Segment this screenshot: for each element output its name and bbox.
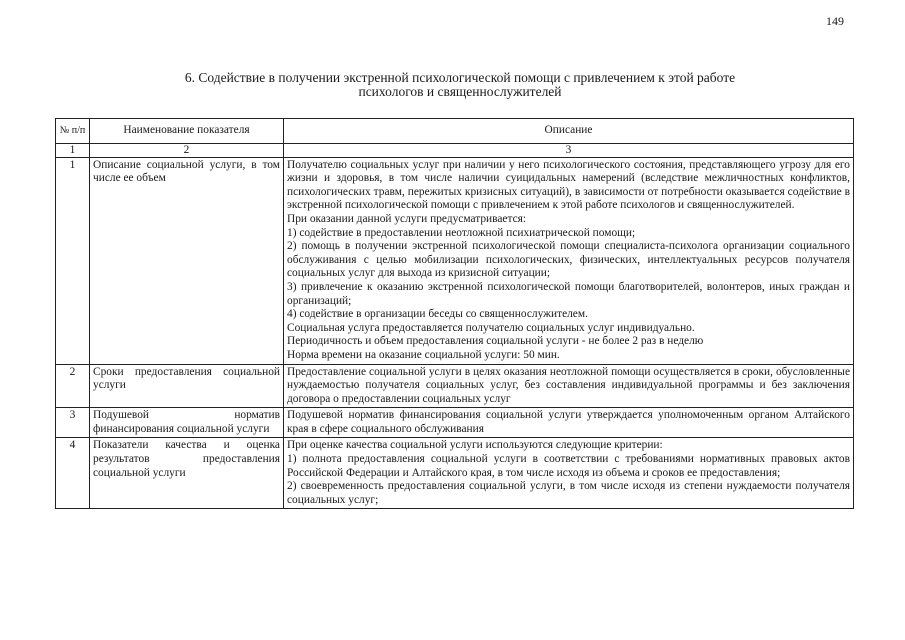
service-table [55,118,854,509]
row-number: 2 [56,364,90,408]
document-title-line-2: психологов и священнослужителей [358,84,562,99]
row-indicator-name: Сроки предоставления социальной услуги [90,364,284,408]
description-line: При оценке качества социальной услуги используются следующие критерии: [287,439,663,452]
row-description [284,157,854,364]
header-num: № п/п [56,119,90,144]
description-line: Предоставление социальной услуги в целях оказания неотложной помощи осуществляется в сроки, обусловленные нуждаемостью получателя социальных услуг, без составления индивидуальной программы и без заключения договора о предоставлении социальных услуг [287,365,850,405]
row-number: 4 [56,438,90,509]
document-title [100,71,820,99]
row-description [284,438,854,509]
description-line: Получателю социальных услуг при наличии у него психологического состояния, представляющего угрозу для его жизни и здоровья, в том числе наличии суицидальных намерений (вследствие межличностных конфликтов, психологических травм, пережитых кризисных ситуаций), в зависимости от потребности оказывается содействие в экстренной психологической помощи с привлечением к этой работе психологов и священнослужителей. [287,158,850,212]
description-line: Периодичность и объем предоставления социальной услуги - не более 2 раз в неделю [287,335,704,348]
row-description [284,364,854,408]
page-number: 149 [826,14,844,28]
description-line: 2) помощь в получении экстренной психологической помощи специалиста-психолога организации социального обслуживания с целью мобилизации психологических, физических, интеллектуальных ресурсов получателя социальных услуг для выхода из кризисной ситуации; [287,240,850,280]
row-number: 1 [56,157,90,364]
table-row [56,364,854,408]
description-line: 2) своевременность предоставления социальной услуги, в том числе исходя из степени нуждаемости получателя социальных услуг; [287,480,850,506]
column-number-row [56,143,854,157]
description-line: При оказании данной услуги предусматривается: [287,212,527,225]
description-line: Норма времени на оказание социальной услуги: 50 мин. [287,348,560,361]
description-line: Социальная услуга предоставляется получателю социальных услуг индивидуально. [287,321,695,334]
description-line: 4) содействие в организации беседы со священнослужителем. [287,308,588,321]
row-description [284,408,854,438]
description-line: Подушевой норматив финансирования социальной услуги утверждается уполномоченным органом Алтайского края в сфере социального обслуживания [287,409,850,435]
column-number-3: 3 [284,143,854,157]
description-line: 1) полнота предоставления социальной услуги в соответствии с требованиями нормативных правовых актов Российской Федерации и Алтайского края, в том числе исходя из объема и сроков ее предоставления; [287,453,850,479]
header-description: Описание [284,119,854,144]
table-row [56,408,854,438]
document-title-line-1: 6. Содействие в получении экстренной психологической помощи с привлечением к этой работе [184,70,736,85]
row-indicator-name: Описание социальной услуги, в том числе ее объем [90,157,284,364]
table-header-row [56,119,854,144]
description-line: 1) содействие в предоставлении неотложной психиатрической помощи; [287,226,636,239]
description-line: 3) привлечение к оказанию экстренной психологической помощи благотворителей, волонтеров, иных граждан и организаций; [287,280,850,307]
row-number: 3 [56,408,90,438]
table-row [56,438,854,509]
row-indicator-name: Подушевой норматив финансирования социальной услуги [90,408,284,438]
table-row [56,157,854,364]
row-indicator-name: Показатели качества и оценка результатов предоставления социальной услуги [90,438,284,509]
header-name: Наименование показателя [90,119,284,144]
column-number-2: 2 [90,143,284,157]
column-number-1: 1 [56,143,90,157]
